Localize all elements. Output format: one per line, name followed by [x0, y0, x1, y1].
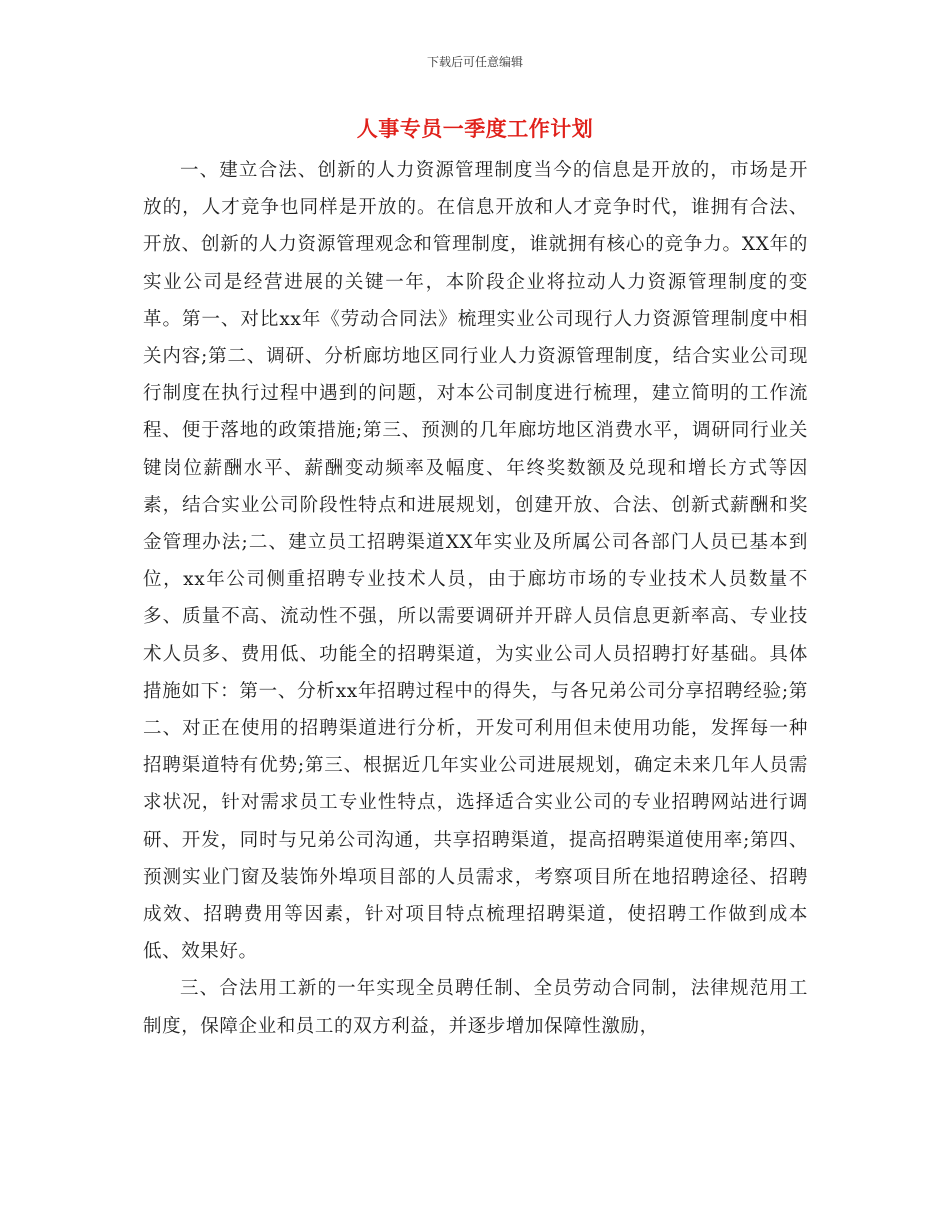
header-note: 下载后可任意编辑 — [426, 55, 523, 69]
document-body — [143, 152, 808, 1045]
paragraph-section-3: 三、合法用工新的一年实现全员聘任制、全员劳动合同制，法律规范用工制度，保障企业和员工的双方利益，并逐步增加保障性激励， — [143, 978, 808, 1037]
paragraph-section-1-2: 一、建立合法、创新的人力资源管理制度当今的信息是开放的，市场是开放的，人才竞争也同样是开放的。在信息开放和人才竞争时代，谁拥有合法、开放、创新的人力资源管理观念和管理制度，谁就拥有核心的竞争力。XX年的实业公司是经营进展的关键一年，本阶段企业将拉动人力资源管理制度的变革。第一、对比xx年《劳动合同法》梳理实业公司现行人力资源管理制度中相关内容;第二、调研、分析廊坊地区同行业人力资源管理制度，结合实业公司现行制度在执行过程中遇到的问题，对本公司制度进行梳理，建立简明的工作流程、便于落地的政策措施;第三、预测的几年廊坊地区消费水平，调研同行业关键岗位薪酬水平、薪酬变动频率及幅度、年终奖数额及兑现和增长方式等因素，结合实业公司阶段性特点和进展规划，创建开放、合法、创新式薪酬和奖金管理办法;二、建立员工招聘渠道XX年实业及所属公司各部门人员已基本到位，xx年公司侧重招聘专业技术人员，由于廊坊市场的专业技术人员数量不多、质量不高、流动性不强，所以需要调研并开辟人员信息更新率高、专业技术人员多、费用低、功能全的招聘渠道，为实业公司人员招聘打好基础。具体措施如下：第一、分析xx年招聘过程中的得失，与各兄弟公司分享招聘经验;第二、对正在使用的招聘渠道进行分析，开发可利用但未使用功能，发挥每一种招聘渠道特有优势;第三、根据近几年实业公司进展规划，确定未来几年人员需求状况，针对需求员工专业性特点，选择适合实业公司的专业招聘网站进行调研、开发，同时与兄弟公司沟通，共享招聘渠道，提高招聘渠道使用率;第四、预测实业门窗及装饰外埠项目部的人员需求，考察项目所在地招聘途径、招聘成效、招聘费用等因素，针对项目特点梳理招聘渠道，使招聘工作做到成本低、效果好。 — [143, 160, 808, 963]
document-title: 人事专员一季度工作计划 — [356, 116, 594, 141]
